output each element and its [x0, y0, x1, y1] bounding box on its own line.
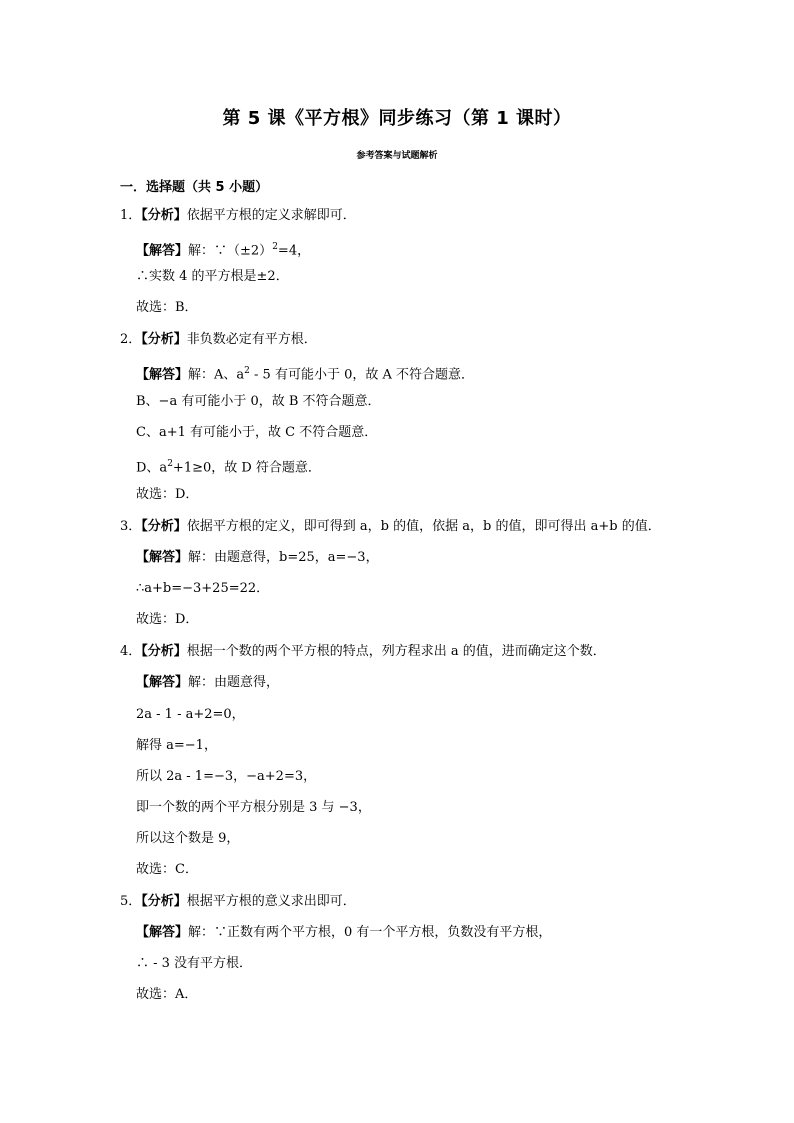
- q1-step-1-end: =4，: [277, 243, 311, 259]
- q3-answer: 故选：D．: [136, 612, 199, 627]
- solution-tag: 【解答】: [136, 367, 189, 383]
- q2-step-3: C、a+1 有可能小于，故 C 不符合题意．: [136, 425, 378, 440]
- analysis-tag: 【分析】: [141, 208, 187, 223]
- analysis-tag: 【分析】: [141, 644, 187, 659]
- q3-step-1: 解：由题意得，b=25，a=−3，: [188, 550, 379, 565]
- q2-step-1: 解：A、a: [188, 367, 245, 383]
- q1-number: 1．: [120, 208, 142, 223]
- solution-tag: 【解答】: [136, 243, 189, 259]
- q4-answer: 故选：C．: [136, 862, 198, 877]
- q3-analysis: 依据平方根的定义，即可得到 a，b 的值，依据 a，b 的值，即可得出 a+b 的值．: [186, 519, 661, 534]
- q4-step-5: 即一个数的两个平方根分别是 3 与 −3，: [136, 800, 371, 815]
- q4-step-4: 所以 2a - 1=−3，−a+2=3，: [136, 769, 317, 784]
- q1-analysis: 依据平方根的定义求解即可．: [186, 208, 356, 223]
- q5-analysis-line: [120, 893, 356, 911]
- q2-analysis-line: [120, 331, 317, 349]
- q4-analysis: 根据一个数的两个平方根的特点，列方程求出 a 的值，进而确定这个数．: [186, 644, 606, 659]
- q1-solution-line: [136, 238, 310, 260]
- q1-step-1-sup: 2: [272, 242, 278, 252]
- q2-step-2: B、−a 有可能小于 0，故 B 不符合题意．: [136, 394, 381, 409]
- q2-step-1-sup: 2: [244, 366, 250, 376]
- analysis-tag: 【分析】: [141, 332, 187, 347]
- solution-tag: 【解答】: [136, 925, 189, 940]
- q1-analysis-line: [120, 207, 356, 225]
- q2-step-4-start: D、a: [136, 460, 168, 476]
- q4-step-6: 所以这个数是 9，: [136, 831, 240, 846]
- q2-number: 2．: [120, 332, 142, 347]
- q5-step-2: ∴ - 3 没有平方根．: [136, 956, 253, 971]
- q2-answer: 故选：D．: [136, 487, 199, 502]
- q3-number: 3．: [120, 519, 142, 534]
- q2-analysis: 非负数必定有平方根．: [186, 332, 317, 347]
- q5-answer: 故选：A．: [136, 987, 198, 1002]
- q5-analysis: 根据平方根的意义求出即可．: [186, 894, 356, 909]
- q1-step-1: 解：∵（±2）: [188, 243, 273, 259]
- solution-tag: 【解答】: [136, 675, 189, 690]
- q3-solution-line: [136, 549, 379, 567]
- q4-solution-line: [136, 674, 279, 692]
- q2-step-4-end: +1≥0，故 D 符合题意．: [172, 460, 321, 476]
- q2-solution-line: [136, 362, 474, 384]
- q4-step-2: 2a - 1 - a+2=0，: [136, 707, 245, 722]
- analysis-tag: 【分析】: [141, 894, 187, 909]
- analysis-tag: 【分析】: [141, 519, 187, 534]
- q4-analysis-line: [120, 643, 606, 661]
- q1-answer: 故选：B．: [136, 300, 198, 315]
- q1-step-2: ∴实数 4 的平方根是±2．: [136, 269, 289, 284]
- document-subtitle: 参考答案与试题解析: [356, 151, 438, 161]
- solution-tag: 【解答】: [136, 550, 189, 565]
- q5-solution-line: [136, 924, 551, 942]
- q2-step-1-end: - 5 有可能小于 0，故 A 不符合题意．: [249, 367, 475, 383]
- q4-step-3: 解得 a=−1，: [136, 738, 217, 753]
- q3-analysis-line: [120, 518, 661, 536]
- section-heading: 一．选择题（共 5 小题）: [120, 180, 269, 195]
- q4-step-1: 解：由题意得，: [188, 675, 280, 690]
- q5-number: 5．: [120, 894, 142, 909]
- q3-step-2: ∴a+b=−3+25=22．: [136, 581, 270, 596]
- q5-step-1: 解：∵正数有两个平方根，0 有一个平方根，负数没有平方根，: [188, 925, 552, 940]
- q4-number: 4．: [120, 644, 142, 659]
- q2-step-4-sup: 2: [167, 459, 173, 469]
- document-title: 第 5 课《平方根》同步练习（第 1 课时）: [222, 108, 572, 129]
- q2-step-4: [136, 455, 321, 477]
